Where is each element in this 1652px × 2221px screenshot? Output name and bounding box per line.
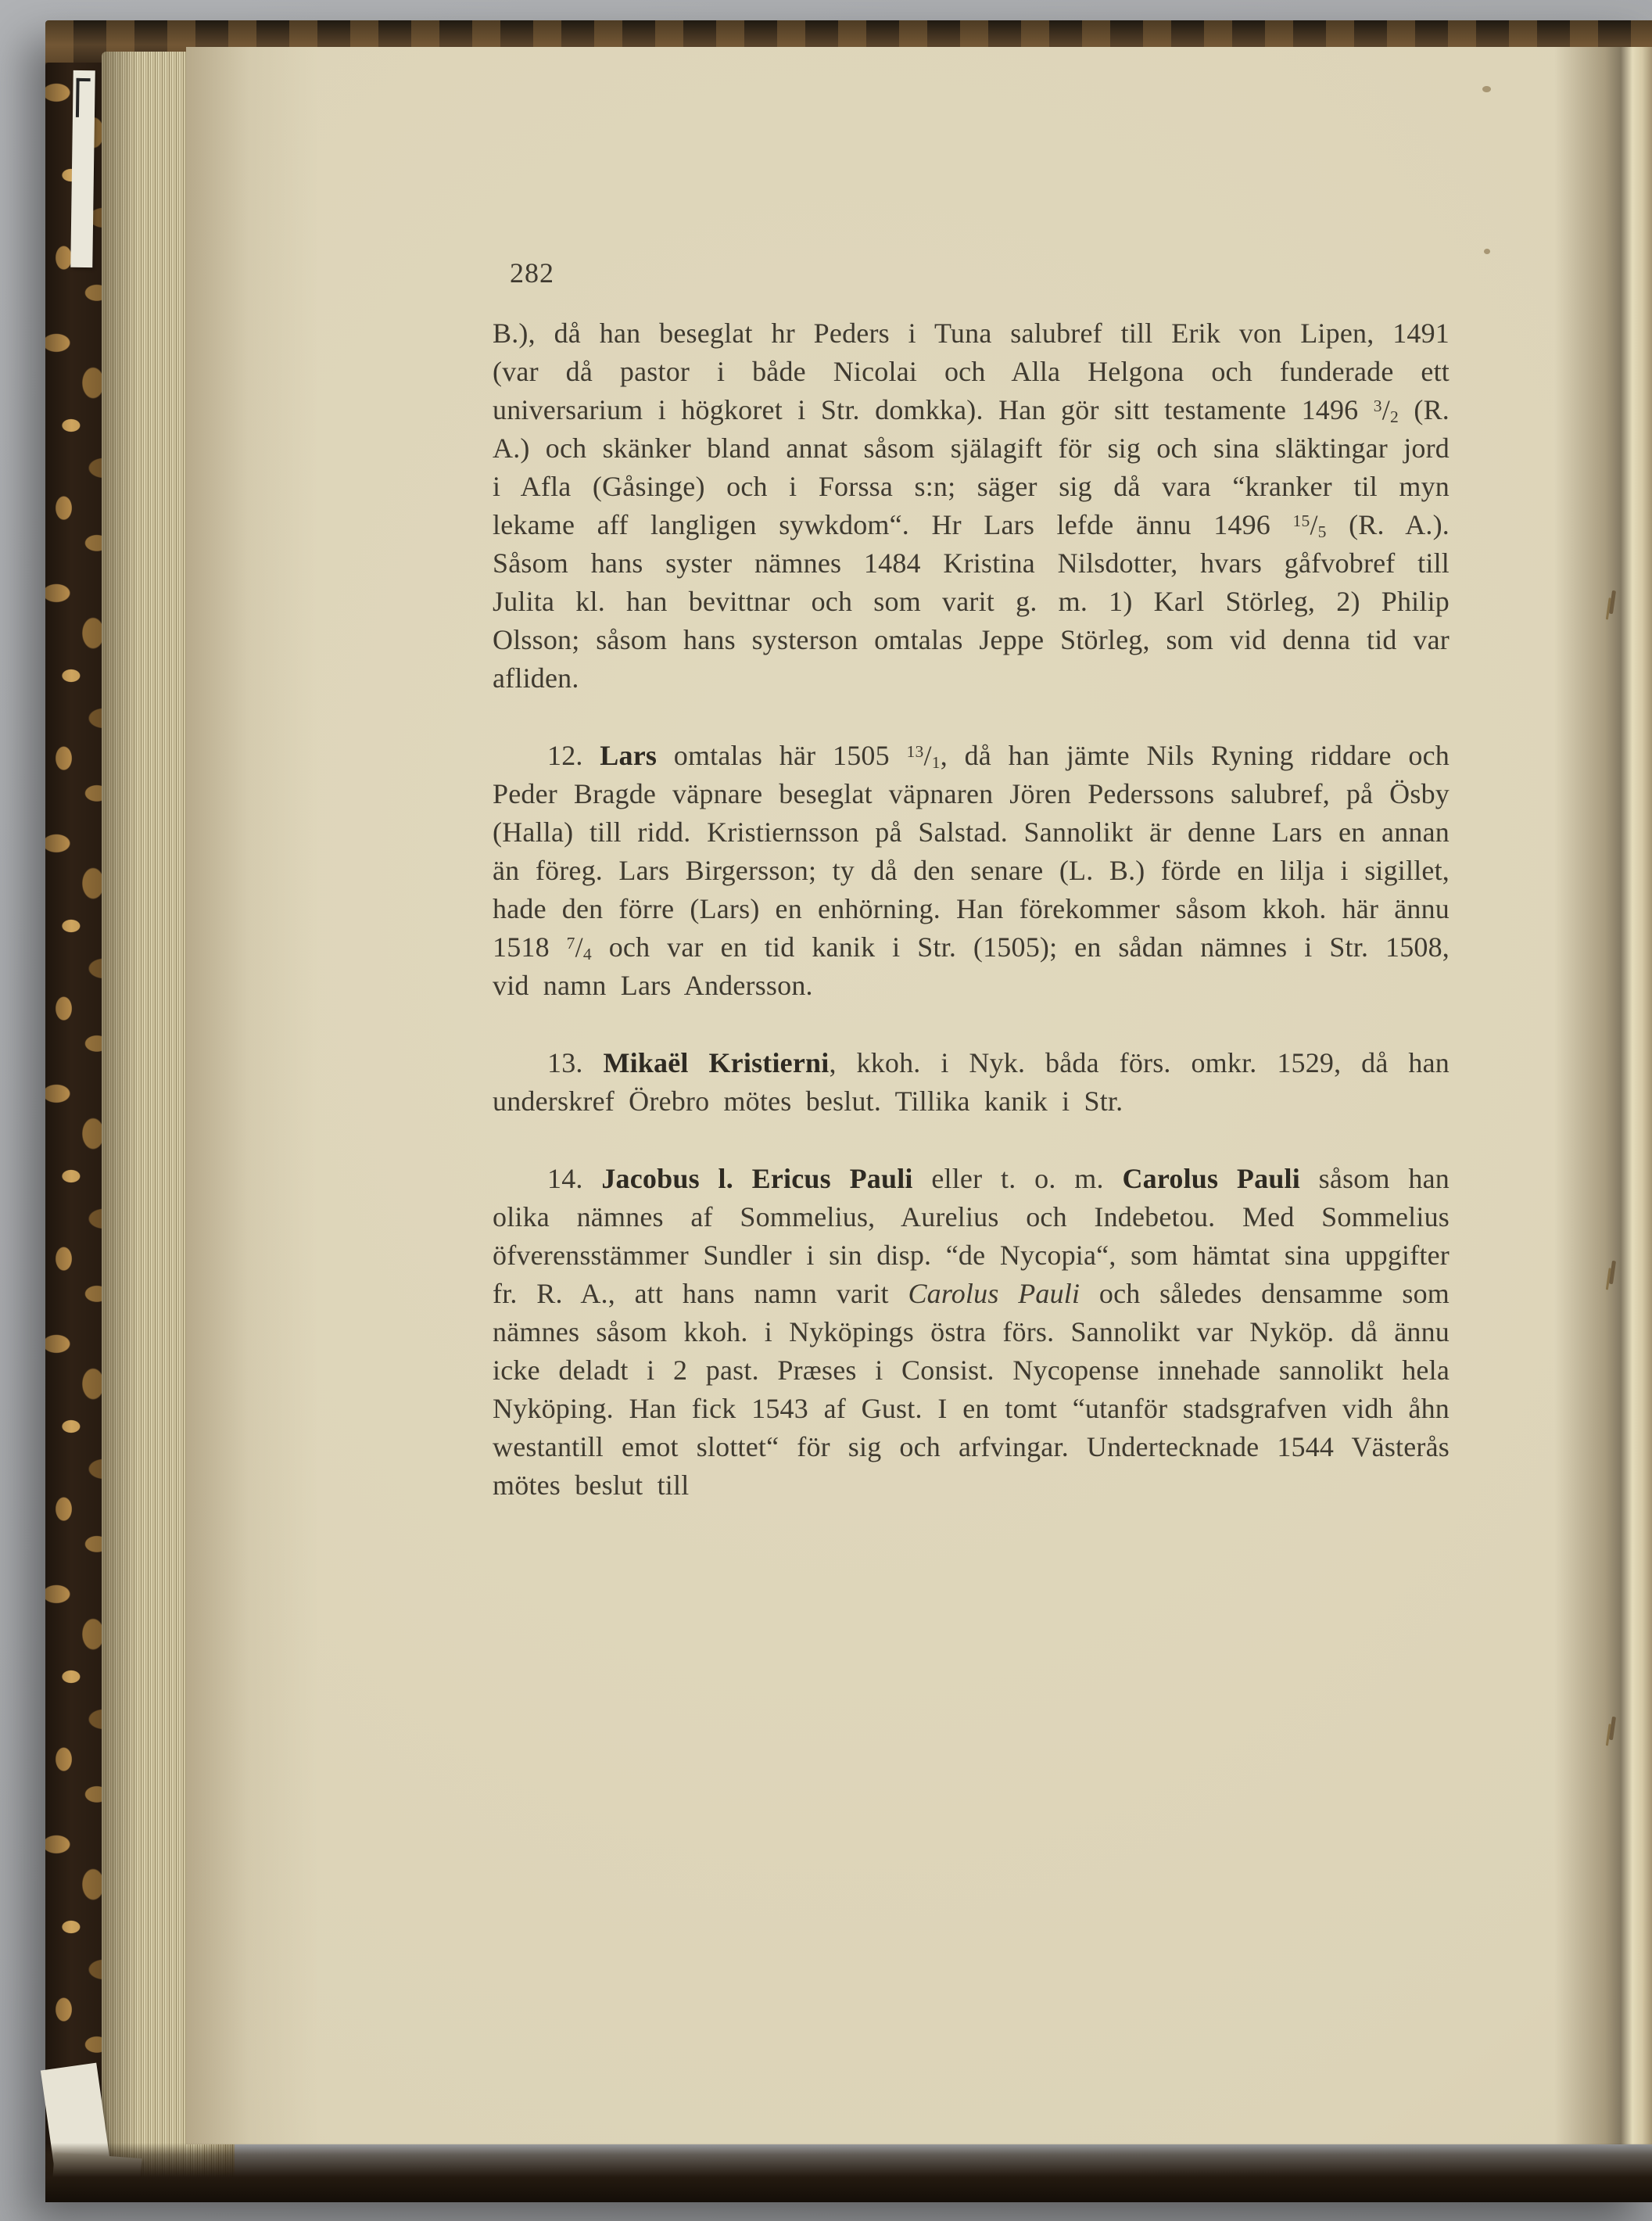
text-block xyxy=(493,314,1450,1505)
paper-speck xyxy=(1484,249,1490,254)
endpaper-tab xyxy=(70,70,95,267)
book-page xyxy=(186,47,1652,2144)
page-number: 282 xyxy=(510,257,554,289)
paper-speck xyxy=(1482,86,1491,92)
paragraph: 14. Jacobus l. Ericus Pauli eller t. o. m. Carolus Pauli såsom han olika nämnes af Sommelius, Aurelius och Indebetou. Med Sommelius öfverensstämmer Sundler i sin disp. “de Nycopia“, som hämtat sina uppgifter fr. R. A., att hans namn varit Carolus Pauli och således densamme som nämnes såsom kkoh. i Nyköpings östra förs. Sannolikt var Nyköp. då ännu icke deladt i 2 past. Præses i Consist. Nycopense innehade sannolikt hela Nyköping. Han fick 1543 af Gust. I en tomt “utanför stadsgrafven vidh åhn westantill emot slottet“ för sig och arfvingar. Undertecknade 1544 Västerås mötes beslut till xyxy=(493,1163,1450,1501)
book xyxy=(45,20,1652,2202)
paragraph: 12. Lars omtalas här 1505 $^{13}/_1$, då han jämte Nils Ryning riddare och Peder Bragde väpnare beseglat väpnaren Jören Pederssons salubref, på Ösby (Halla) till ridd. Kristiernsson på Salstad. Sannolikt är denne Lars en annan än föreg. Lars Birgersson; ty då den senare (L. B.) förde en lilja i sigillet, hade den förre (Lars) en enhörning. Han förekommer såsom kkoh. här ännu 1518 $^7/_4$ och var en tid kanik i Str. (1505); en sådan nämnes i Str. 1508, vid namn Lars Andersson. xyxy=(493,740,1450,1001)
gutter-shadow xyxy=(1554,47,1652,2144)
paragraph: B.), då han beseglat hr Peders i Tuna salubref till Erik von Lipen, 1491 (var då pastor i både Nicolai och Alla Helgona och funderade ett universarium i högkoret i Str. domkka). Han gör sitt testamente 1496 $^3/_2$ (R. A.) och skänker bland annat såsom själagift för sig och sina släktingar jord i Afla (Gåsinge) och i Forssa s:n; säger sig då vara “kranker til myn lekame aff langligen sywkdom“. Hr Lars lefde ännu 1496 $^{15}/_5$ (R. A.). Såsom hans syster nämnes 1484 Kristina Nilsdotter, hvars gåfvobref till Julita kl. han bevittnar och som varit g. m. 1) Karl Störleg, 2) Philip Olsson; såsom hans systerson omtalas Jeppe Störleg, som vid denna tid var afliden. xyxy=(493,318,1450,694)
book-bottom-edge xyxy=(45,2143,1652,2202)
paragraph: 13. Mikaël Kristierni, kkoh. i Nyk. båda förs. omkr. 1529, då han underskref Örebro mötes beslut. Tillika kanik i Str. xyxy=(493,1047,1450,1117)
